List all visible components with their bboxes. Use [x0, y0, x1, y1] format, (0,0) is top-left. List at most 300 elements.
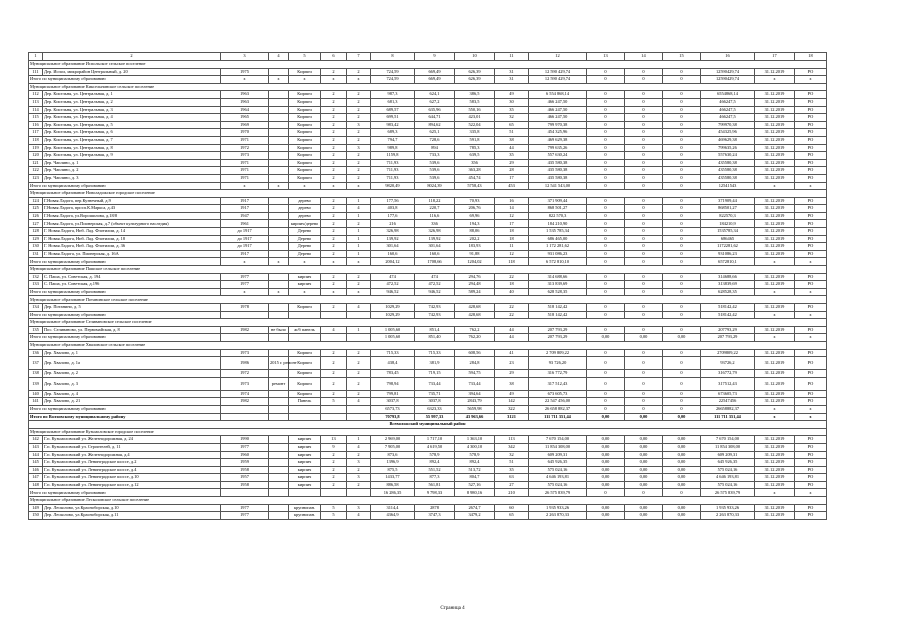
table-cell: 3037,8	[371, 398, 415, 406]
table-cell: 3114,4	[371, 504, 415, 512]
table-cell: 31.12.2019	[755, 443, 795, 451]
table-cell: Дер. Кисельня, ул. Центральная, д. 9	[43, 152, 221, 160]
table-cell: 2	[321, 106, 347, 114]
table-cell: 139	[29, 377, 43, 390]
table-cell: 51	[495, 129, 529, 137]
table-row	[29, 512, 827, 520]
table-cell: 2	[321, 98, 347, 106]
table-cell: 2	[321, 220, 347, 228]
table-cell	[269, 68, 289, 76]
table-cell: 0	[663, 220, 701, 228]
table-cell: 1961	[221, 220, 269, 228]
table-cell: 183,93	[455, 243, 495, 251]
table-cell	[269, 481, 289, 489]
table-cell: 1971	[221, 136, 269, 144]
table-cell: 1978	[221, 304, 269, 312]
table-cell: 0	[587, 311, 625, 319]
table-cell: 2	[321, 228, 347, 236]
table-cell: 518 142,42	[529, 304, 587, 312]
table-cell: 639,5	[455, 152, 495, 160]
table-cell: Кирпич	[289, 121, 321, 129]
table-cell	[221, 405, 269, 413]
table-cell: 2	[347, 152, 371, 160]
table-cell: Дер. Хвалово, д. 21	[43, 398, 221, 406]
table-cell: кирпич	[289, 474, 321, 482]
table-cell: 2 969,00	[371, 436, 415, 444]
table-cell: 0	[587, 152, 625, 160]
table-cell: Дер. Хвалово, д. 1	[43, 349, 221, 357]
table-cell: 625,1	[415, 129, 455, 137]
table-cell: 16 286,35	[371, 489, 415, 497]
table-cell	[269, 228, 289, 236]
table-cell: 220,7	[415, 205, 455, 213]
table-cell: 0,00	[625, 466, 663, 474]
table-cell: 466247,5	[701, 106, 755, 114]
table-cell: 1958	[221, 481, 269, 489]
table-cell	[269, 413, 289, 421]
table-cell	[269, 304, 289, 312]
table-cell: 626,39	[455, 68, 495, 76]
table-cell: 132	[29, 273, 43, 281]
table-cell: 4	[321, 326, 347, 334]
table-cell: 5659,98	[455, 405, 495, 413]
table-cell: 0,00	[587, 512, 625, 520]
table-cell: 51	[495, 459, 529, 467]
table-cell: 69,96	[455, 212, 495, 220]
table-cell: 1 172 281,62	[529, 243, 587, 251]
table-cell: 466 247,50	[529, 114, 587, 122]
table-cell: Кирпич	[289, 174, 321, 182]
table-cell: 0	[663, 129, 701, 137]
table-cell: 1974	[221, 390, 269, 398]
table-cell	[269, 489, 289, 497]
table-cell: 111 711 351,44	[529, 413, 587, 421]
total-row	[29, 311, 827, 319]
table-cell: 4	[347, 512, 371, 520]
table-cell: 143	[29, 443, 43, 451]
table-cell: 3121	[495, 413, 529, 421]
table-cell: 0,00	[587, 443, 625, 451]
table-cell: Муниципальное образование Лесколовское сельское поселение	[29, 497, 827, 505]
table-cell: 0,00	[663, 334, 701, 342]
table-row	[29, 212, 827, 220]
table-cell: Г. Новая Ладога, ул. Пионерская, д. 16А	[43, 250, 221, 258]
total-row	[29, 182, 827, 190]
table-cell: 140	[29, 390, 43, 398]
table-cell: x	[795, 413, 827, 421]
table-cell: 0,00	[663, 436, 701, 444]
table-cell: 7	[347, 53, 371, 61]
table-cell: x	[269, 76, 289, 84]
table-cell: Итого по Волховскому муниципальному району	[29, 413, 221, 421]
table-cell: 363,28	[455, 167, 495, 175]
table-cell: 1972	[221, 370, 269, 378]
table-cell: 0	[663, 114, 701, 122]
table-row	[29, 144, 827, 152]
table-cell: 539,6	[415, 167, 455, 175]
table-cell: 177,56	[371, 197, 415, 205]
table-cell: 313839,69	[701, 281, 755, 289]
table-cell: 0	[663, 390, 701, 398]
table-cell: 6	[321, 53, 347, 61]
table-cell: 2	[321, 197, 347, 205]
table-cell: 539,6	[415, 159, 455, 167]
table-cell: 594,75	[455, 370, 495, 378]
table-cell: 0	[587, 258, 625, 266]
table-cell: 0,00	[625, 451, 663, 459]
table-cell: 1204,02	[455, 258, 495, 266]
table-cell: 2	[347, 370, 371, 378]
table-cell: x	[269, 258, 289, 266]
table-cell: 31	[495, 76, 529, 84]
table-cell	[269, 250, 289, 258]
page-number: Страница 4	[440, 606, 465, 611]
table-cell: 314 688,66	[529, 273, 587, 281]
table-cell: 1982	[221, 326, 269, 334]
table-cell: 31.12.2019	[755, 144, 795, 152]
table-cell: 301,64	[371, 243, 415, 251]
table-cell: Итого по муниципальному образованию	[29, 258, 221, 266]
table-cell: 0	[663, 243, 701, 251]
table-cell: 31.12.2019	[755, 466, 795, 474]
table-row	[29, 304, 827, 312]
table-cell: 31.12.2019	[755, 212, 795, 220]
table-cell: 669,49	[415, 76, 455, 84]
table-cell: Г.Новая Ладога, ул.Пионерская, д.7 (объект культурного наследия)	[43, 220, 221, 228]
table-cell	[289, 311, 321, 319]
table-cell: РО	[795, 91, 827, 99]
table-cell: 26658882,37	[701, 405, 755, 413]
table-cell: 539,6	[415, 174, 455, 182]
table-cell	[321, 405, 347, 413]
table-cell: 31.12.2019	[755, 377, 795, 390]
total-row	[29, 489, 827, 497]
table-cell: 0	[587, 288, 625, 296]
table-cell: кирпич	[289, 481, 321, 489]
table-cell: 1396,9	[371, 459, 415, 467]
table-cell: x	[755, 288, 795, 296]
table-cell: дерево	[289, 197, 321, 205]
table-cell: 2674,7	[455, 504, 495, 512]
table-cell: 301,64	[415, 243, 455, 251]
table-cell: Дер. Хвалово, д. 4	[43, 390, 221, 398]
table-cell	[347, 311, 371, 319]
table-cell	[347, 413, 371, 421]
table-cell	[289, 405, 321, 413]
table-cell: Дер. Хвалово, д. 2	[43, 370, 221, 378]
table-cell: Г.п. Кузьмоловский ул. Железнодорожная, д. 24	[43, 436, 221, 444]
table-cell: 371909,44	[701, 197, 755, 205]
table-cell: 0	[663, 76, 701, 84]
total-row	[29, 76, 827, 84]
table-cell: 0	[587, 106, 625, 114]
table-cell	[269, 235, 289, 243]
table-cell: 139,92	[415, 235, 455, 243]
table-cell: 0	[625, 68, 663, 76]
table-cell: 0	[663, 405, 701, 413]
table-cell: 644,71	[415, 114, 455, 122]
table-cell: РО	[795, 512, 827, 520]
table-cell: 0,00	[663, 481, 701, 489]
table-cell: 4 619,50	[415, 443, 455, 451]
total-row	[29, 258, 827, 266]
table-cell: 3	[347, 459, 371, 467]
table-cell: 0	[663, 370, 701, 378]
table-cell: 0	[663, 68, 701, 76]
table-cell: 31.12.2019	[755, 398, 795, 406]
table-cell: 3	[221, 53, 269, 61]
table-cell: 202,2	[455, 235, 495, 243]
table-cell: 31.12.2019	[755, 504, 795, 512]
table-cell: 0,00	[587, 474, 625, 482]
table-cell: 1	[347, 212, 371, 220]
table-row	[29, 250, 827, 258]
table-cell: 0	[625, 405, 663, 413]
table-cell: РО	[795, 250, 827, 258]
table-cell: x	[795, 489, 827, 497]
table-cell: Кирпич	[289, 129, 321, 137]
table-cell: Г.п. Кузьмоловский ул. Ленинградское шоссе, д.2	[43, 459, 221, 467]
table-cell: РО	[795, 235, 827, 243]
table-cell: 31.12.2019	[755, 167, 795, 175]
table-cell: Г.п. Кузьмоловский ул. Ленинградское шоссе, д.12	[43, 481, 221, 489]
table-cell: 8024,39	[415, 182, 455, 190]
table-cell: 804,7	[455, 474, 495, 482]
table-cell: РО	[795, 68, 827, 76]
table-cell: x	[795, 258, 827, 266]
table-cell: Дер. Потанино, д. 5	[43, 304, 221, 312]
header-row	[29, 53, 827, 61]
table-cell: 561,81	[415, 481, 455, 489]
table-cell: Кирпич	[289, 136, 321, 144]
table-cell	[321, 489, 347, 497]
table-cell: x	[755, 413, 795, 421]
table-cell: 2	[321, 466, 347, 474]
table-cell	[269, 212, 289, 220]
table-cell: 147	[29, 474, 43, 482]
table-cell	[269, 167, 289, 175]
table-cell: РО	[795, 152, 827, 160]
table-cell: 1917	[221, 205, 269, 213]
table-cell: 15	[663, 53, 701, 61]
table-cell: 136	[29, 349, 43, 357]
table-cell: 60	[495, 504, 529, 512]
table-cell: 31.12.2019	[755, 174, 795, 182]
table-cell: 31.12.2019	[755, 349, 795, 357]
table-row	[29, 370, 827, 378]
table-cell: 0,00	[625, 459, 663, 467]
table-cell: 127	[29, 220, 43, 228]
table-cell: 12541543	[701, 182, 755, 190]
table-cell: 2	[321, 459, 347, 467]
table-cell: 1	[347, 250, 371, 258]
table-cell: 0	[587, 220, 625, 228]
table-row	[29, 451, 827, 459]
table-cell: 130	[29, 243, 43, 251]
table-cell: x	[755, 311, 795, 319]
table-cell: 0,00	[587, 413, 625, 421]
table-cell: 0,00	[587, 481, 625, 489]
table-cell: 1975	[221, 68, 269, 76]
table-cell: 125	[29, 205, 43, 213]
table-cell: 0	[663, 311, 701, 319]
table-cell: 31.12.2019	[755, 304, 795, 312]
table-cell: 4	[347, 443, 371, 451]
table-cell: 3	[347, 474, 371, 482]
section-row	[29, 190, 827, 198]
table-cell: 0	[663, 304, 701, 312]
table-cell: 22547456	[701, 398, 755, 406]
table-cell: 120	[29, 152, 43, 160]
table-cell: 2	[347, 106, 371, 114]
table-cell: 2	[347, 220, 371, 228]
table-cell: 6573,73	[371, 405, 415, 413]
table-cell: 628 528,35	[529, 288, 587, 296]
table-cell: 715,33	[371, 349, 415, 357]
table-cell: 317512,43	[701, 377, 755, 390]
table-cell: 0	[587, 405, 625, 413]
table-row	[29, 243, 827, 251]
table-cell: кирпич	[289, 281, 321, 289]
table-cell: С. Паша, ул. Советская, д.196	[43, 281, 221, 289]
table-cell: 31.12.2019	[755, 474, 795, 482]
table-cell: 1535785,34	[701, 228, 755, 236]
table-row	[29, 98, 827, 106]
table-cell: 0	[663, 250, 701, 258]
table-cell: 2	[347, 129, 371, 137]
table-cell: 116	[29, 121, 43, 129]
table-cell: 2	[347, 98, 371, 106]
table-cell: 0,00	[625, 481, 663, 489]
table-cell: Кирпич	[289, 390, 321, 398]
table-cell: 0	[663, 288, 701, 296]
table-cell	[269, 311, 289, 319]
table-cell: 31.12.2019	[755, 451, 795, 459]
table-cell: Дер. Кисельня, ул. Центральная, д. 1	[43, 91, 221, 99]
table-cell: 141	[29, 398, 43, 406]
table-cell: Дерево	[289, 250, 321, 258]
table-cell: 983,42	[371, 121, 415, 129]
table-row	[29, 436, 827, 444]
table-row	[29, 228, 827, 236]
table-cell: 645 926,35	[701, 459, 755, 467]
table-cell: РО	[795, 357, 827, 370]
table-cell: 5	[321, 504, 347, 512]
table-cell: 160,6	[371, 250, 415, 258]
table-cell: 724,59	[371, 68, 415, 76]
table-cell: 44	[495, 144, 529, 152]
table-cell: 0	[625, 121, 663, 129]
table-cell: 2	[321, 235, 347, 243]
table-cell: 711,93	[371, 167, 415, 175]
table-cell: x	[347, 76, 371, 84]
table-cell: 91,88	[455, 250, 495, 258]
table-cell: 49	[495, 390, 529, 398]
table-cell: 1965	[221, 114, 269, 122]
table-cell: 799,81	[371, 390, 415, 398]
table-cell: 0	[625, 304, 663, 312]
table-cell: 1029,29	[371, 311, 415, 319]
table-cell	[269, 504, 289, 512]
table-cell	[269, 451, 289, 459]
table-cell: 6 554 868,14	[529, 91, 587, 99]
table-cell: 0	[587, 326, 625, 334]
table-cell: 12	[495, 250, 529, 258]
table-cell: 0,00	[663, 512, 701, 520]
table-cell: 931 086,23	[529, 250, 587, 258]
table-cell: 18	[495, 281, 529, 289]
table-body	[29, 53, 827, 520]
total-row	[29, 405, 827, 413]
table-cell: 2	[347, 174, 371, 182]
table-cell: x	[321, 182, 347, 190]
table-cell: 0,00	[587, 436, 625, 444]
table-cell: 527,16	[455, 481, 495, 489]
table-cell: Муниципальное образование Кузьмоловское городское поселение	[29, 428, 827, 436]
table-cell: РО	[795, 304, 827, 312]
table-cell: 29	[495, 370, 529, 378]
table-cell: 0,00	[625, 413, 663, 421]
table-cell: 575 024,16	[701, 466, 755, 474]
table-cell	[269, 459, 289, 467]
table-cell	[289, 334, 321, 342]
table-cell: 0	[663, 98, 701, 106]
table-cell: дерево	[289, 212, 321, 220]
table-cell: РО	[795, 504, 827, 512]
table-cell: 0	[625, 370, 663, 378]
table-cell	[269, 106, 289, 114]
table-cell: 28	[495, 167, 529, 175]
table-cell: 31.12.2019	[755, 235, 795, 243]
table-cell: 0	[663, 144, 701, 152]
table-row	[29, 357, 827, 370]
table-cell: 513,72	[455, 466, 495, 474]
table-cell: 0	[587, 182, 625, 190]
table-cell: 627,2	[415, 98, 455, 106]
table-cell: 2	[321, 167, 347, 175]
table-row	[29, 466, 827, 474]
table-cell: 711,93	[371, 159, 415, 167]
table-cell: 149	[29, 504, 43, 512]
table-cell: 466 247,50	[529, 98, 587, 106]
table-cell: 454325,96	[701, 129, 755, 137]
table-cell: РО	[795, 390, 827, 398]
table-cell: 0	[625, 136, 663, 144]
table-cell: 589,24	[455, 288, 495, 296]
table-row	[29, 326, 827, 334]
table-cell: 111 711 351,44	[701, 413, 755, 421]
table-cell	[269, 443, 289, 451]
table-cell: 522,04	[455, 121, 495, 129]
table-cell: x	[347, 258, 371, 266]
table-cell: 113	[495, 436, 529, 444]
table-cell: 1963	[221, 91, 269, 99]
table-cell: 1973	[221, 349, 269, 357]
table-cell: 724,59	[371, 76, 415, 84]
table-cell: 31.12.2019	[755, 205, 795, 213]
table-cell: 0	[587, 243, 625, 251]
table-cell: 207793,29	[701, 326, 755, 334]
table-cell	[269, 436, 289, 444]
table-cell: 0	[587, 304, 625, 312]
table-cell: 146	[29, 466, 43, 474]
table-cell	[347, 489, 371, 497]
table-cell: С. Паша, ул. Советская, д. 194	[43, 273, 221, 281]
table-cell: 31.12.2019	[755, 250, 795, 258]
table-cell: 44	[495, 334, 529, 342]
table-cell: 142	[29, 436, 43, 444]
table-cell: 55 997,33	[415, 413, 455, 421]
